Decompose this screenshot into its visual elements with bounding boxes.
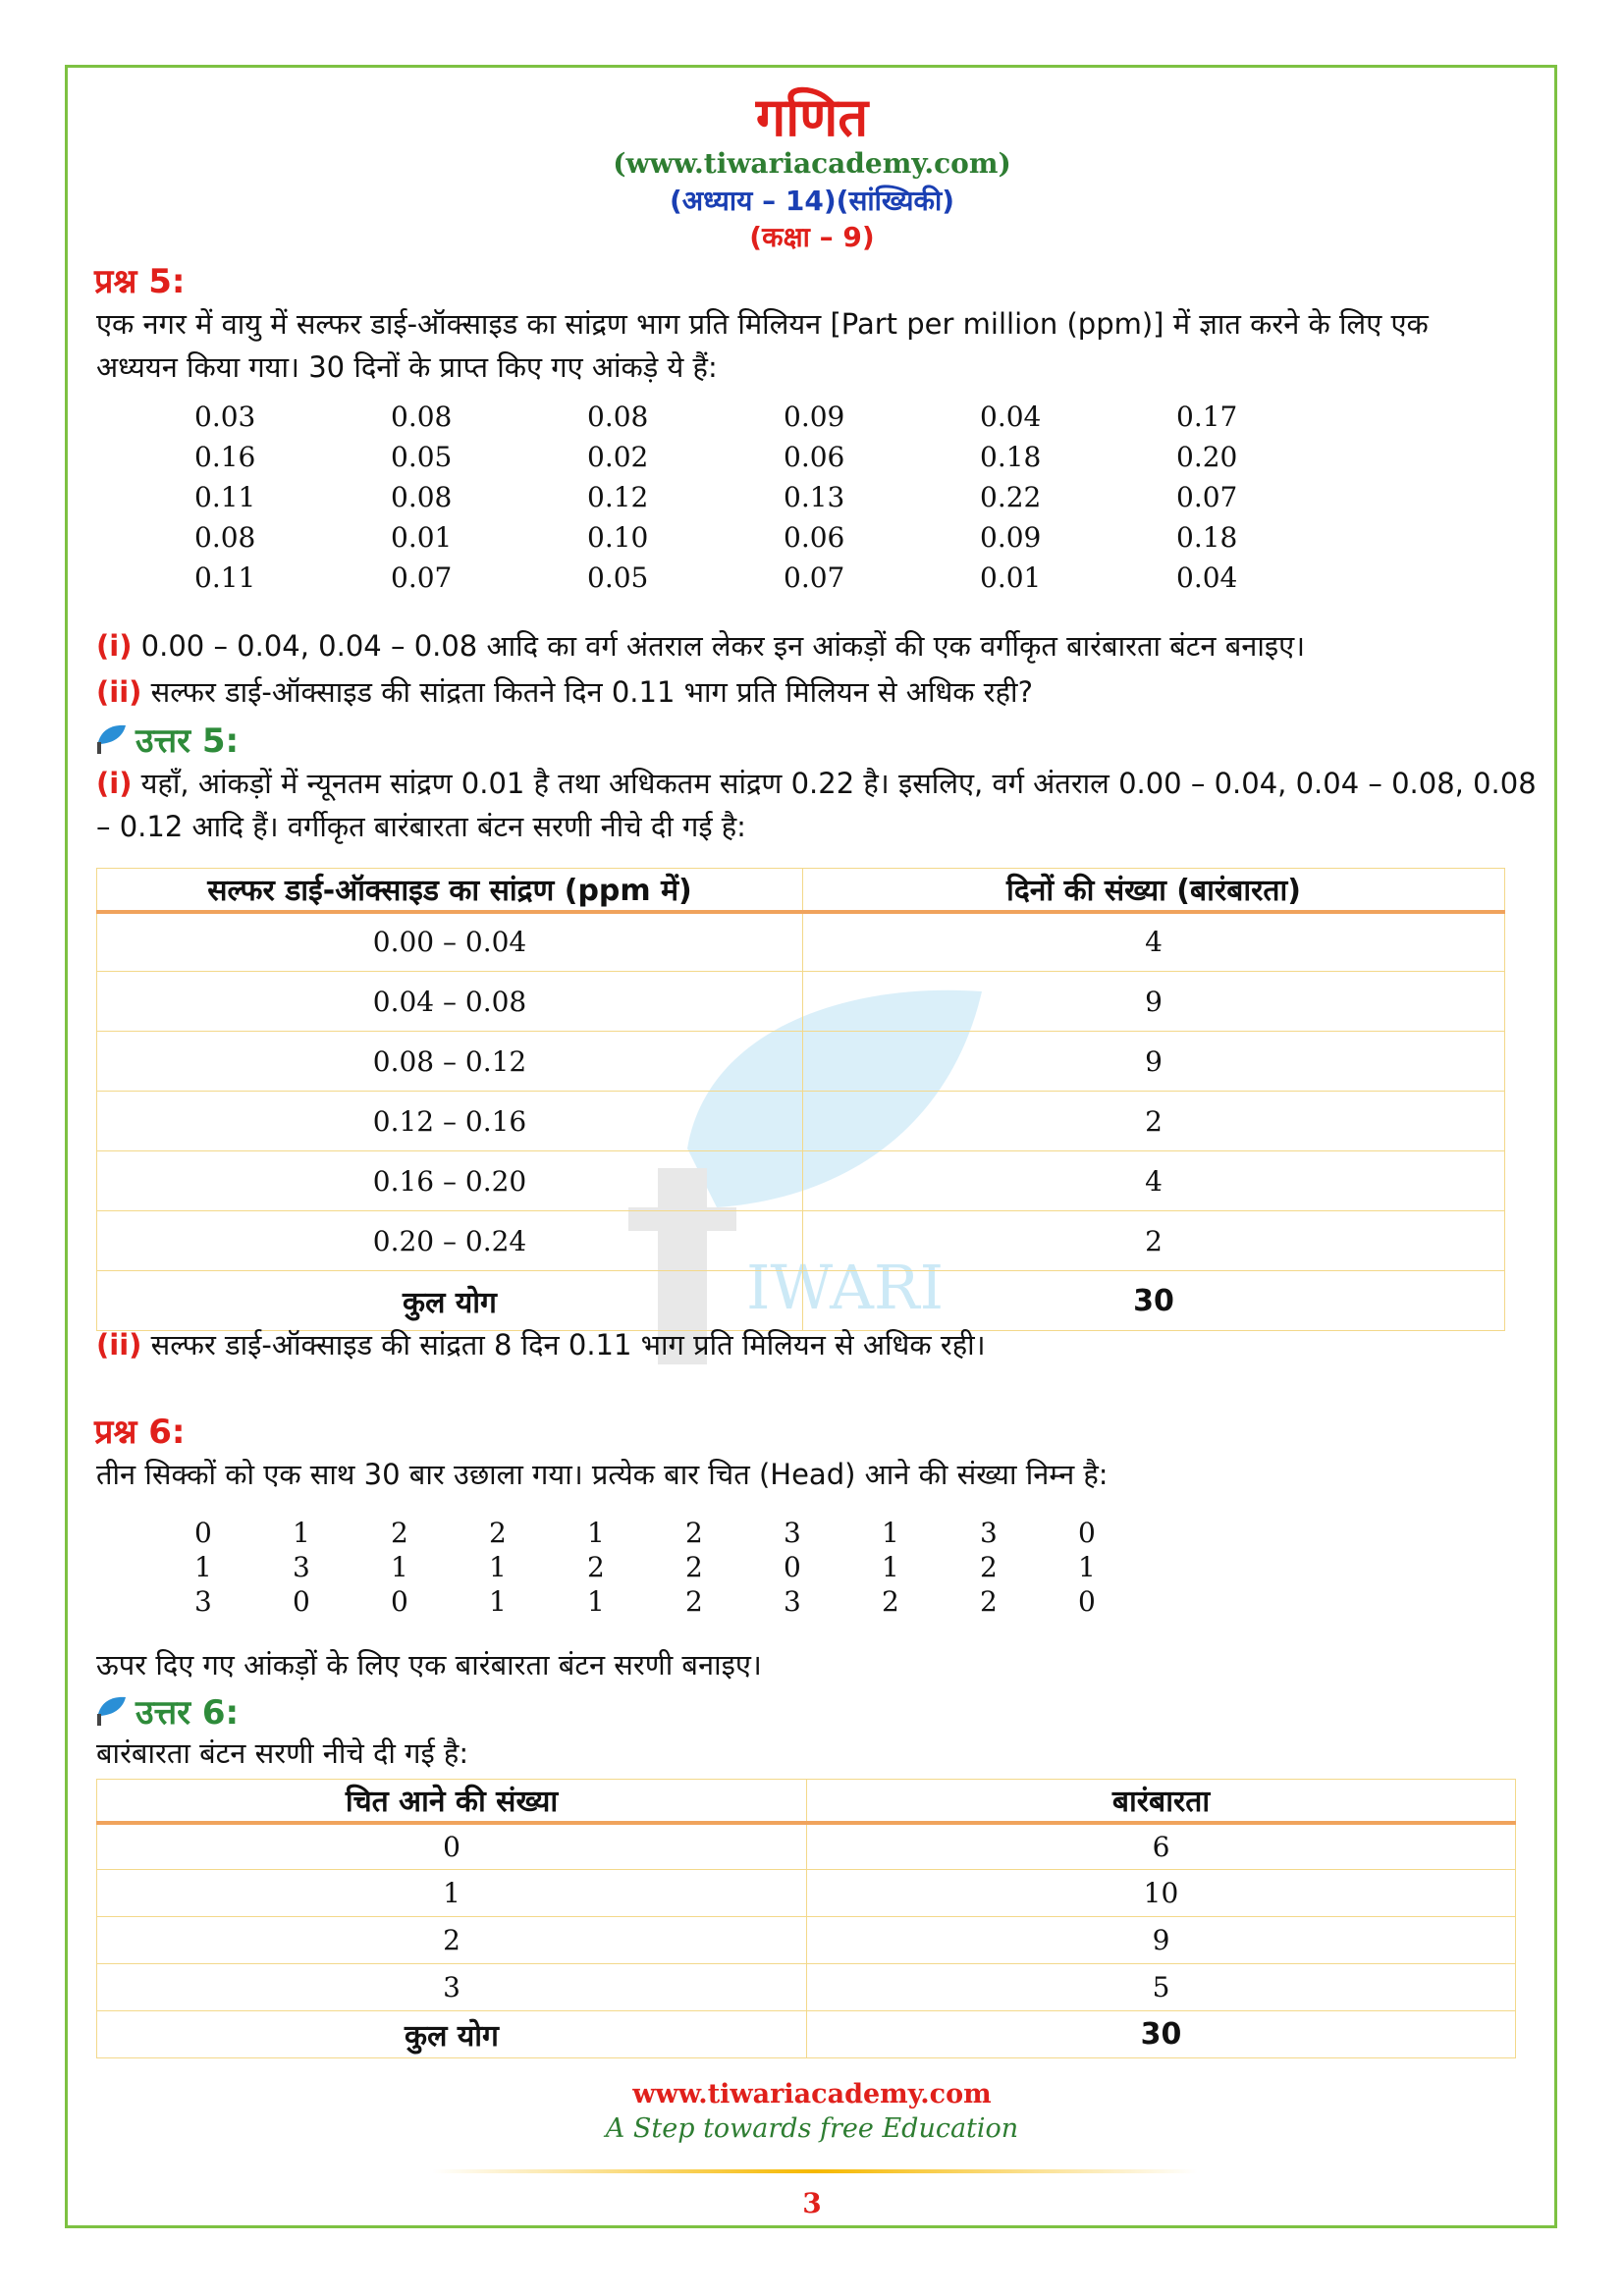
q5-data-value: 0.03 [194,400,256,433]
table-row [97,1092,1505,1151]
answer-6-heading-text: उत्तर 6: [135,1693,240,1733]
table-row [97,1151,1505,1211]
table-total-row [97,2011,1516,2058]
answer-5-text [96,762,1549,848]
table-cell-class: 0.12 – 0.16 [97,1092,803,1151]
table-6-header-frequency: बारंबारता [807,1780,1516,1823]
answer-5-i-label: (i) [96,767,133,800]
q5-data-value: 0.08 [587,400,649,433]
answer-6-heading [94,1688,239,1734]
table-6-header-heads: चित आने की संख्या [97,1780,807,1823]
q6-data-value: 3 [293,1551,310,1583]
question-5-part-i [96,624,1549,667]
table-cell-frequency: 4 [803,912,1505,972]
q6-data-value: 1 [194,1551,212,1583]
q5-data-value: 0.18 [1176,521,1238,554]
q5-data-value: 0.22 [980,481,1042,513]
q6-data-value: 3 [194,1585,212,1618]
question-5-text [96,302,1540,389]
watermark-text: IWARI [746,1252,945,1323]
q6-data-value: 0 [194,1517,212,1549]
q5-data-value: 0.08 [391,481,453,513]
table-row [97,972,1505,1032]
table-cell-class: 1 [97,1870,807,1917]
table-cell-class: 0.16 – 0.20 [97,1151,803,1211]
q5-data-value: 0.04 [980,400,1042,433]
question-5-line-1: एक नगर में वायु में सल्फर डाई-ऑक्साइड का सांद्रण भाग प्रति मिलियन [Part per million (ppm)] में ज्ञात करने के लिए एक [96,307,1429,341]
q6-data-value: 1 [1078,1551,1096,1583]
q6-data-value: 1 [489,1585,507,1618]
table-cell-class: 0.08 – 0.12 [97,1032,803,1092]
q5-data-value: 0.10 [587,521,649,554]
tiwari-leaf-icon [94,1694,128,1728]
answer-6-frequency-table [96,1779,1516,2058]
q5-data-value: 0.05 [587,561,649,594]
table-cell-class: 2 [97,1917,807,1964]
part-i-label: (i) [96,629,133,663]
answer-5-part-ii [96,1323,1549,1366]
table-row [97,1917,1516,1964]
q6-data-value: 1 [587,1517,605,1549]
table-5-header-frequency: दिनों की संख्या (बारंबारता) [803,869,1505,912]
question-5-part-ii [96,670,1549,714]
q6-data-value: 1 [882,1517,899,1549]
q5-data-value: 0.05 [391,441,453,473]
q6-data-value: 2 [685,1551,703,1583]
table-cell-frequency: 4 [803,1151,1505,1211]
class-label: (कक्षा – 9) [749,221,875,253]
question-6-text: तीन सिक्कों को एक साथ 30 बार उछाला गया। प्रत्येक बार चित (Head) आने की संख्या निम्न है: [96,1458,1109,1491]
q6-data-value: 1 [882,1551,899,1583]
table-row [97,1211,1505,1271]
q5-data-value: 0.02 [587,441,649,473]
table-total-value: 30 [803,1271,1505,1331]
answer-5-frequency-table [96,868,1505,1331]
q5-data-value: 0.07 [784,561,845,594]
table-row [97,1870,1516,1917]
q6-data-value: 1 [293,1517,310,1549]
q5-data-value: 0.01 [391,521,453,554]
q6-data-value: 3 [784,1585,801,1618]
q6-data-value: 0 [784,1551,801,1583]
q6-data-value: 1 [391,1551,408,1583]
table-row [97,1032,1505,1092]
q6-data-value: 0 [1078,1517,1096,1549]
table-cell-class: 0.00 – 0.04 [97,912,803,972]
q5-data-value: 0.06 [784,521,845,554]
part-i-text: 0.00 – 0.04, 0.04 – 0.08 आदि का वर्ग अंतराल लेकर इन आंकड़ों की एक वर्गीकृत बारंबारता बंटन बनाइए। [132,629,1306,663]
q5-data-value: 0.17 [1176,400,1238,433]
q5-data-value: 0.11 [194,561,256,594]
q6-data-value: 0 [1078,1585,1096,1618]
chapter-label: (अध्याय – 14)(सांख्यिकी) [669,185,955,217]
q5-data-value: 0.07 [1176,481,1238,513]
answer-5-i-line-2: – 0.12 आदि हैं। वर्गीकृत बारंबारता बंटन सरणी नीचे दी गई है: [96,810,746,843]
q5-data-value: 0.12 [587,481,649,513]
table-5-header-concentration: सल्फर डाई-ऑक्साइड का सांद्रण (ppm में) [97,869,803,912]
question-6-instruction: ऊपर दिए गए आंकड़ों के लिए एक बारंबारता बंटन सरणी बनाइए। [96,1648,762,1682]
table-cell-frequency: 10 [807,1870,1516,1917]
tiwari-leaf-icon [94,722,128,756]
q6-data-value: 2 [587,1551,605,1583]
table-row [97,1964,1516,2011]
footer-divider [432,2169,1198,2173]
table-cell-frequency: 9 [807,1917,1516,1964]
q6-data-value: 1 [489,1551,507,1583]
q5-data-value: 0.04 [1176,561,1238,594]
question-5-data-grid [194,397,1373,598]
table-cell-frequency: 6 [807,1823,1516,1870]
table-cell-frequency: 9 [803,972,1505,1032]
q6-data-value: 0 [391,1585,408,1618]
q5-data-value: 0.07 [391,561,453,594]
answer-5-ii-text: सल्फर डाई-ऑक्साइड की सांद्रता 8 दिन 0.11 भाग प्रति मिलियन से अधिक रही। [141,1328,986,1362]
q6-data-value: 2 [489,1517,507,1549]
table-cell-class: 0 [97,1823,807,1870]
q6-data-value: 3 [784,1517,801,1549]
footer-site-link[interactable]: www.tiwariacademy.com [632,2079,992,2109]
q6-data-value: 0 [293,1585,310,1618]
part-ii-label: (ii) [96,675,142,709]
question-6-data-grid [194,1516,1176,1619]
table-cell-frequency: 2 [803,1092,1505,1151]
q5-data-value: 0.09 [784,400,845,433]
q6-data-value: 2 [685,1517,703,1549]
q5-data-value: 0.01 [980,561,1042,594]
q5-data-value: 0.06 [784,441,845,473]
q5-data-value: 0.09 [980,521,1042,554]
answer-5-ii-label: (ii) [96,1328,142,1362]
q5-data-value: 0.13 [784,481,845,513]
answer-6-intro: बारंबारता बंटन सरणी नीचे दी गई है: [96,1736,469,1770]
table-row [97,912,1505,972]
q6-data-value: 1 [587,1585,605,1618]
question-5-line-2: अध्ययन किया गया। 30 दिनों के प्राप्त किए गए आंकड़े ये हैं: [96,350,718,384]
table-cell-frequency: 9 [803,1032,1505,1092]
q6-data-value: 3 [980,1517,998,1549]
page-number: 3 [802,2187,822,2219]
table-cell-frequency: 2 [803,1211,1505,1271]
header-site-link[interactable]: (www.tiwariacademy.com) [613,147,1011,180]
q5-data-value: 0.08 [194,521,256,554]
table-cell-class: 0.20 – 0.24 [97,1211,803,1271]
answer-5-heading-text: उत्तर 5: [135,721,240,761]
table-cell-class: 0.04 – 0.08 [97,972,803,1032]
table-cell-class: 3 [97,1964,807,2011]
q5-data-value: 0.18 [980,441,1042,473]
page-title: गणित [755,86,869,148]
table-total-value: 30 [807,2011,1516,2058]
q6-data-value: 2 [980,1585,998,1618]
footer-tagline: A Step towards free Education [605,2113,1019,2144]
part-ii-text: सल्फर डाई-ऑक्साइड की सांद्रता कितने दिन 0.11 भाग प्रति मिलियन से अधिक रही? [141,675,1033,709]
question-5-heading: प्रश्न 5: [94,262,186,301]
q5-data-value: 0.20 [1176,441,1238,473]
question-6-heading: प्रश्न 6: [94,1413,186,1452]
q6-data-value: 2 [391,1517,408,1549]
table-cell-frequency: 5 [807,1964,1516,2011]
q5-data-value: 0.16 [194,441,256,473]
q6-data-value: 2 [685,1585,703,1618]
table-total-row [97,1271,1505,1331]
table-total-label: कुल योग [97,1271,803,1331]
q5-data-value: 0.11 [194,481,256,513]
table-total-label: कुल योग [97,2011,807,2058]
q6-data-value: 2 [980,1551,998,1583]
q6-data-value: 2 [882,1585,899,1618]
table-row [97,1823,1516,1870]
answer-5-heading [94,717,239,762]
answer-5-i-line-1: यहाँ, आंकड़ों में न्यूनतम सांद्रण 0.01 है तथा अधिकतम सांद्रण 0.22 है। इसलिए, वर्ग अंतराल 0.00 – 0.04, 0.04 – 0.08, 0.08 [132,767,1537,800]
q5-data-value: 0.08 [391,400,453,433]
